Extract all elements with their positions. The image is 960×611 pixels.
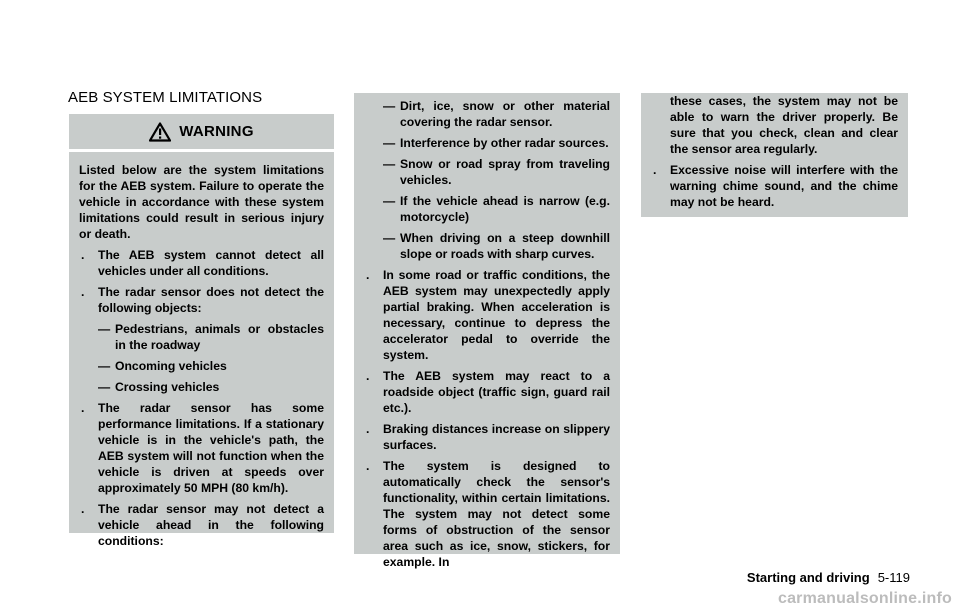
sub-list-item-text: When driving on a steep downhill slope or roads with sharp curves. <box>400 231 610 261</box>
dash-mark: — <box>383 99 396 113</box>
dash-mark: — <box>383 194 396 208</box>
sub-list-item <box>98 379 324 395</box>
bullet-mark: . <box>81 248 85 262</box>
watermark: carmanualsonline.info <box>777 590 952 607</box>
list-item-text: In some road or traffic conditions, the AEB system may unexpectedly apply partial braking. When acceleration is necessary, continue to depress the accelerator pedal to override the system. <box>383 268 610 362</box>
page-number: 5-119 <box>877 570 910 585</box>
list-item <box>79 284 324 316</box>
warning-panel-continued <box>354 93 620 569</box>
list-item <box>79 501 324 549</box>
sub-list-item-text: Snow or road spray from traveling vehicles. <box>400 157 610 187</box>
warning-label: WARNING <box>179 123 254 140</box>
list-item-text: The AEB system cannot detect all vehicles under all conditions. <box>98 248 324 278</box>
bullet-mark: . <box>366 422 370 436</box>
list-item <box>79 247 324 279</box>
list-item-text: Braking distances increase on slippery surfaces. <box>383 422 610 452</box>
list-item-text: Excessive noise will interfere with the warning chime sound, and the chime may not be heard. <box>670 163 898 209</box>
warning-header <box>69 114 334 152</box>
list-item <box>364 368 610 416</box>
sub-list-item-text: Interference by other radar sources. <box>400 136 609 150</box>
sub-list-item-text: Pedestrians, animals or obstacles in the roadway <box>115 322 324 352</box>
dash-mark: — <box>383 157 396 171</box>
sub-list-item-text: Dirt, ice, snow or other material covering the radar sensor. <box>400 99 610 129</box>
list-item <box>364 421 610 453</box>
list-item-text: The system is designed to automatically check the sensor's functionality, within certain limitations. The system may not detect some forms of obstruction of the sensor area such as ice, snow, stickers, for example. In <box>383 459 610 569</box>
dash-mark: — <box>383 231 396 245</box>
dash-mark: — <box>98 322 111 336</box>
warning-panel <box>69 114 334 548</box>
bullet-mark: . <box>81 285 85 299</box>
sub-list-item-text: Oncoming vehicles <box>115 359 227 373</box>
sub-list-item <box>383 193 610 225</box>
warning-panel-end <box>641 93 908 217</box>
dash-mark: — <box>383 136 396 150</box>
list-item <box>651 162 898 210</box>
chapter-title: Starting and driving <box>746 570 870 585</box>
dash-mark: — <box>98 380 111 394</box>
list-item-continuation <box>651 93 898 157</box>
sub-list-item <box>98 358 324 374</box>
bullet-mark: . <box>366 268 370 282</box>
sub-list-item <box>383 98 610 130</box>
list-item-text: these cases, the system may not be able to warn the driver properly. Be sure that you check, clean and clear the sensor area regularly. <box>670 94 898 156</box>
bullet-mark: . <box>653 163 657 177</box>
bullet-mark: . <box>81 401 85 415</box>
sub-list-item <box>383 230 610 262</box>
sub-list-item-text: If the vehicle ahead is narrow (e.g. motorcycle) <box>400 194 610 224</box>
warning-intro: Listed below are the system limitations for the AEB system. Failure to operate the vehicle in accordance with these system limitations could result in serious injury or death. <box>79 163 324 241</box>
list-item <box>364 267 610 363</box>
page-footer <box>747 570 910 585</box>
section-title: AEB SYSTEM LIMITATIONS <box>68 89 263 106</box>
sub-list-item-text: Crossing vehicles <box>115 380 220 394</box>
bullet-mark: . <box>366 369 370 383</box>
list-item-text: The radar sensor has some performance limitations. If a stationary vehicle is in the vehicle's path, the AEB system will not function when the vehicle is driven at speeds over approximately 50 MPH (80 km/h). <box>98 401 324 495</box>
bullet-mark: . <box>366 459 370 473</box>
list-item <box>79 400 324 496</box>
list-item-text: The radar sensor does not detect the following objects: <box>98 285 324 315</box>
sub-list-item <box>383 156 610 188</box>
list-item <box>364 458 610 570</box>
bullet-mark: . <box>81 502 85 516</box>
sub-list-item <box>383 135 610 151</box>
list-item-text: The AEB system may react to a roadside object (traffic sign, guard rail etc.). <box>383 369 610 415</box>
sub-list-item <box>98 321 324 353</box>
dash-mark: — <box>98 359 111 373</box>
list-item-text: The radar sensor may not detect a vehicle ahead in the following conditions: <box>98 502 324 548</box>
warning-triangle-icon <box>149 122 171 142</box>
